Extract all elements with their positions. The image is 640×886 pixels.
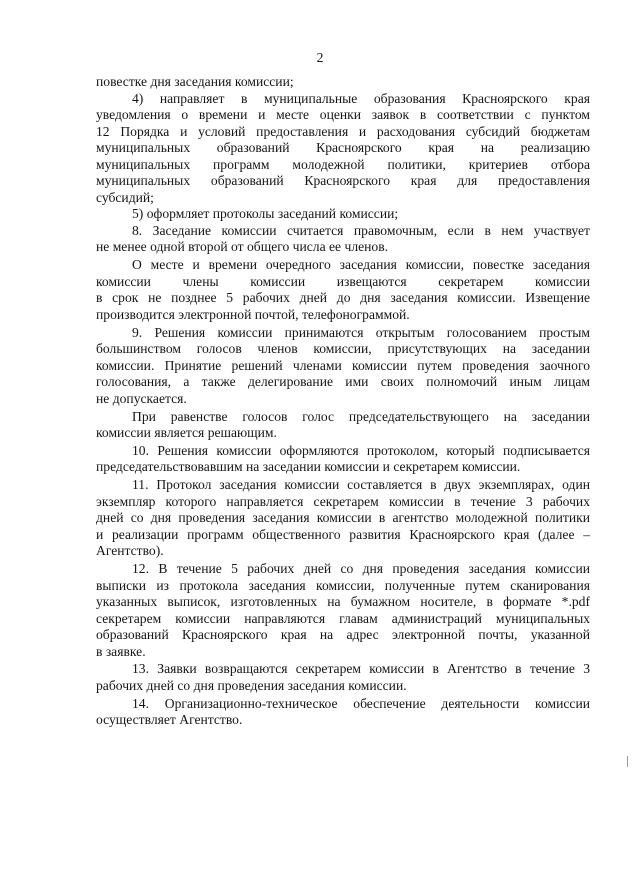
list-item-4-line: муниципальных образований Красноярского края для предоставления (96, 173, 590, 189)
clause-12-line: выписки из протокола заседания комиссии, полученные путем сканирования (96, 577, 590, 593)
clause-13-line: 13. Заявки возвращаются секретарем комиссии в Агентство в течение 3 (132, 661, 590, 677)
clause-10-line: председательствовавшим на заседании комиссии и секретарем комиссии. (96, 459, 521, 475)
clause-9-line: не допускается. (96, 390, 187, 406)
clause-8-notice-line: в срок не позднее 5 рабочих дней до дня заседания комиссии. Извещение (96, 290, 590, 306)
document-body (96, 74, 590, 729)
list-item-4-line: 12 Порядка и условий предоставления и расходования субсидий бюджетам (96, 123, 590, 139)
clause-11-line: Агентство). (96, 543, 164, 559)
clause-12-line: 12. В течение 5 рабочих дней со дня проведения заседания комиссии (132, 560, 590, 576)
clause-12-line: в заявке. (96, 643, 146, 659)
clause-11-line: и реализации программ общественного развития Красноярского края (далее – (96, 526, 590, 542)
clause-8-notice-line: О месте и времени очередного заседания комиссии, повестке заседания (132, 257, 590, 273)
clause-9-tie-line: При равенстве голосов голос председательствующего на заседании (132, 408, 590, 424)
clause-12-line: указанных выписок, изготовленных на бумажном носителе, в формате *.pdf (96, 594, 590, 610)
scan-artifact-mark (627, 756, 628, 767)
page-number: 2 (316, 50, 324, 65)
clause-11-line: 11. Протокол заседания комиссии составляется в двух экземплярах, один (132, 477, 590, 493)
clause-9-line: комиссии. Принятие решений членами комиссии путем проведения заочного (96, 357, 590, 373)
clause-11-line: экземпляр которого направляется секретарем комиссии в течение 3 рабочих (96, 493, 590, 509)
list-item-4-line: субсидий; (96, 189, 154, 205)
list-item-4-line: муниципальных образований Красноярского края на реализацию (96, 140, 590, 156)
paragraph-line: повестке дня заседания комиссии; (96, 74, 294, 89)
list-item-4-line: 4) направляет в муниципальные образования Красноярского края (132, 90, 590, 106)
clause-8-notice-line: производится электронной почтой, телефонограммой. (96, 306, 410, 322)
clause-9-line: голосования, а также делегирование ими своих полномочий иным лицам (96, 374, 590, 390)
clause-13-line: рабочих дней со дня проведения заседания комиссии. (96, 678, 407, 693)
list-item-5-line: 5) оформляет протоколы заседаний комиссии; (132, 206, 399, 222)
list-item-4-line: муниципальных программ молодежной политики, критериев отбора (96, 156, 590, 172)
clause-8-notice-line: комиссии члены комиссии извещаются секретарем комиссии (96, 273, 590, 289)
clause-10-line: 10. Решения комиссии оформляются протоколом, который подписывается (132, 442, 590, 458)
clause-8-line: 8. Заседание комиссии считается правомочным, если в нем участвует (132, 222, 590, 238)
list-item-4-line: уведомления о времени и месте оценки заявок в соответствии с пунктом (96, 107, 590, 123)
clause-8-line: не менее одной второй от общего числа ее членов. (96, 239, 389, 255)
clause-9-line: 9. Решения комиссии принимаются открытым голосованием простым (132, 324, 590, 340)
clause-14-line: 14. Организационно-техническое обеспечение деятельности комиссии (132, 695, 590, 711)
clause-9-tie-line: комиссии является решающим. (96, 425, 277, 441)
clause-12-line: секретарем комиссии направляются главам администраций муниципальных (96, 610, 590, 626)
clause-11-line: дней со дня проведения заседания комиссии в агентство молодежной политики (96, 510, 590, 526)
clause-12-line: образований Красноярского края на адрес электронной почты, указанной (96, 627, 590, 643)
clause-9-line: большинством голосов членов комиссии, присутствующих на заседании (96, 341, 590, 357)
clause-14-line: осуществляет Агентство. (96, 712, 243, 728)
